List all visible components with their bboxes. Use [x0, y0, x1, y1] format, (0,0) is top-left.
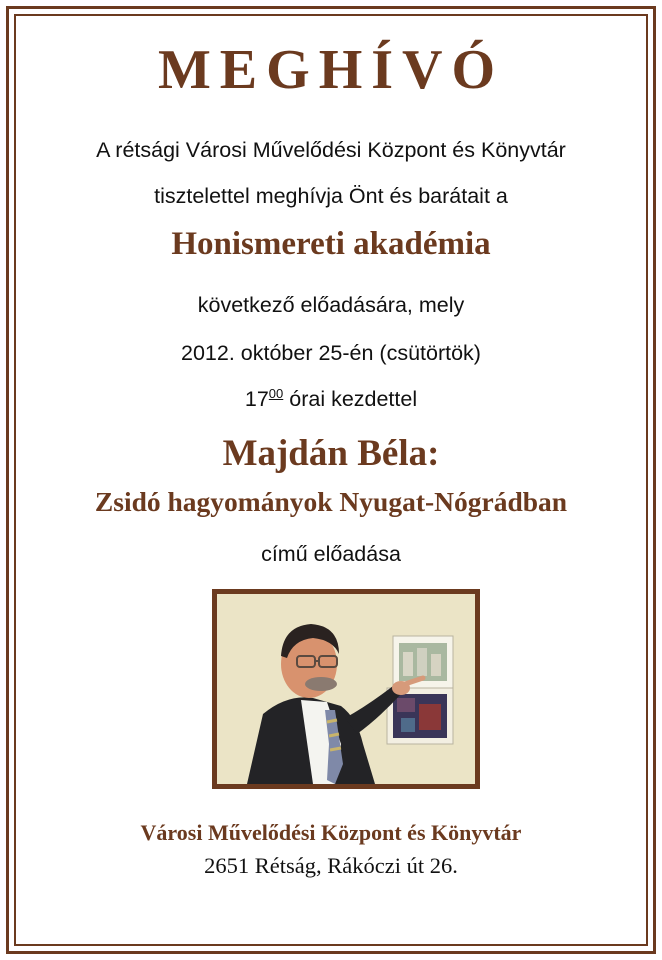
lecture-title: Zsidó hagyományok Nyugat-Nógrádban: [94, 486, 568, 517]
time-minutes: 00: [268, 386, 284, 401]
speaker-photo-image: [217, 594, 475, 784]
program-name: Honismereti akadémia: [171, 226, 491, 262]
time-hour: 17: [244, 387, 269, 411]
speaker-photo: [212, 589, 480, 789]
intro-line-2: tisztelettel meghívja Önt és barátait a: [154, 184, 508, 208]
event-time: [0, 386, 662, 412]
lecture-suffix: című előadása: [261, 542, 401, 566]
speaker-name: Majdán Béla:: [222, 433, 440, 474]
organization-name: Városi Művelődési Központ és Könyvtár: [140, 820, 522, 845]
event-date: 2012. október 25-én (csütörtök): [181, 341, 481, 365]
organization-address: 2651 Rétság, Rákóczi út 26.: [204, 853, 458, 878]
invitation-title: MEGHÍVÓ: [157, 39, 505, 101]
time-suffix: órai kezdettel: [283, 387, 418, 411]
intro-line-1: A rétsági Városi Művelődési Központ és Könyvtár: [96, 138, 566, 162]
detail-line-1: következő előadására, mely: [197, 293, 465, 317]
